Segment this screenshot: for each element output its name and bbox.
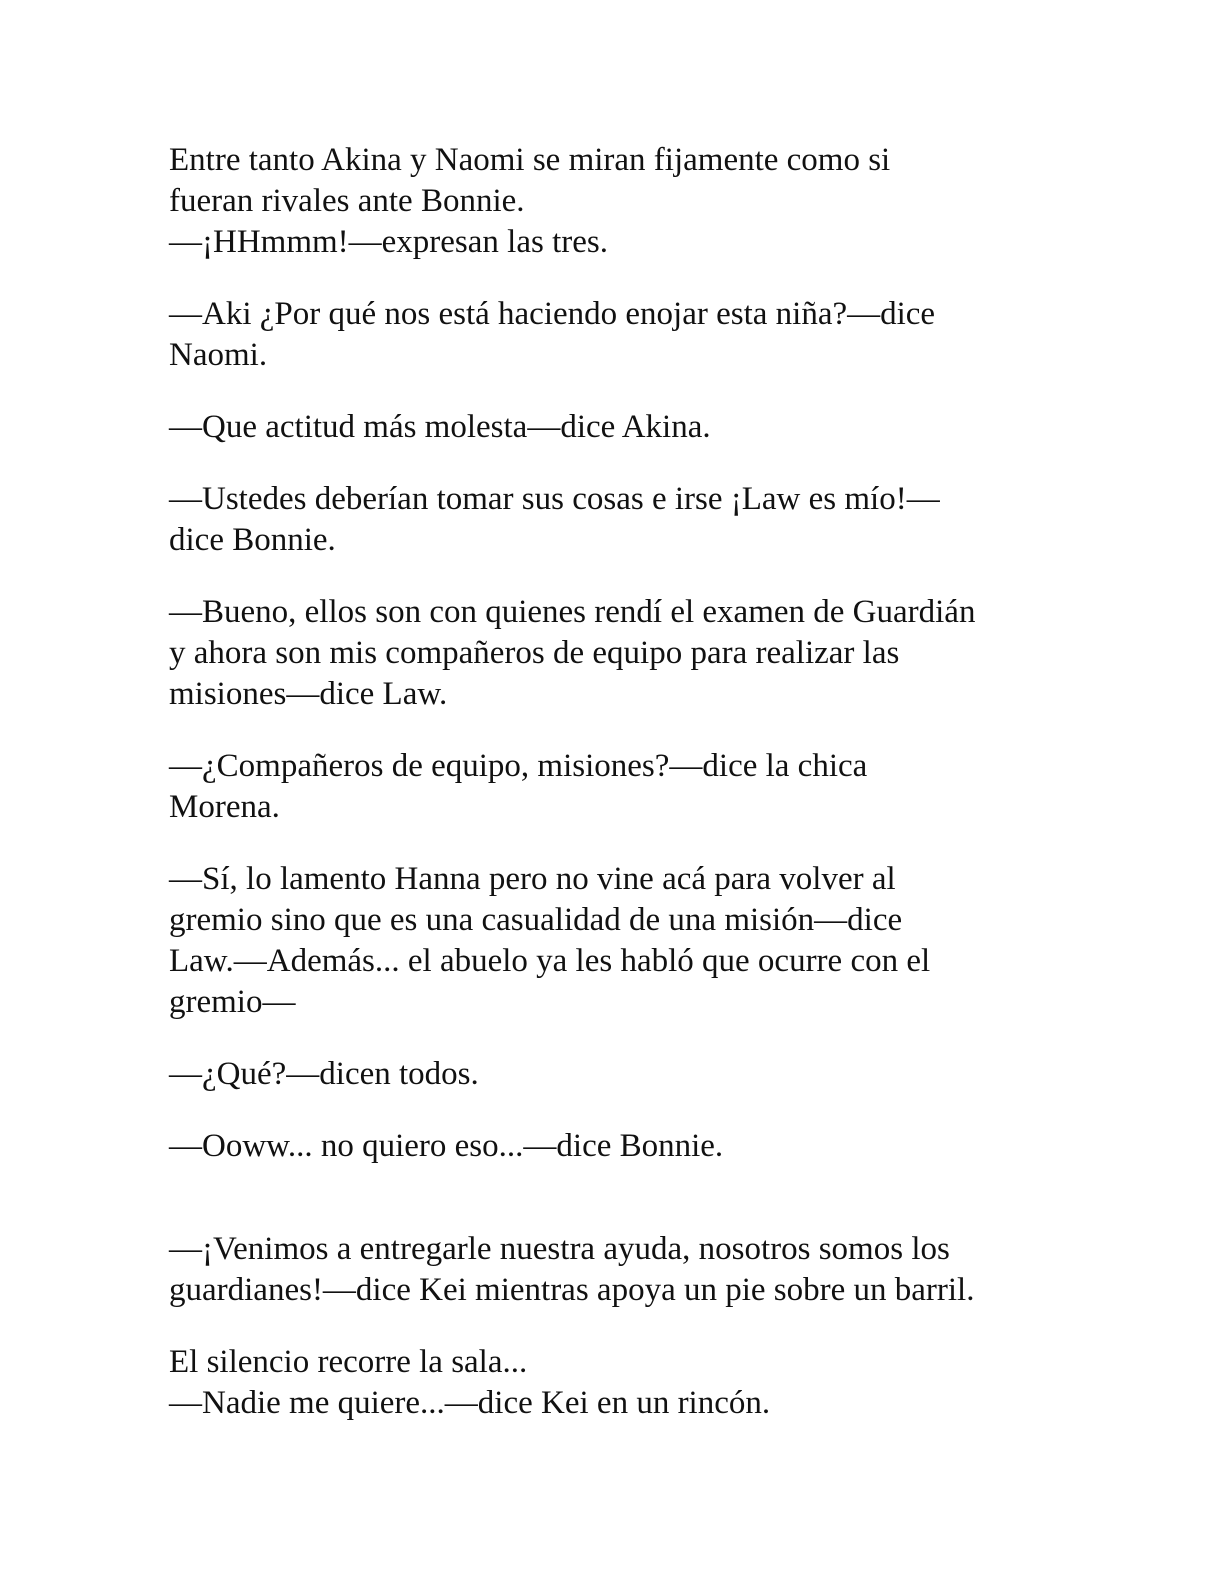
text-line: —Aki ¿Por qué nos está haciendo enojar esta niña?—dice xyxy=(169,296,936,332)
text-line: gremio sino que es una casualidad de una misión—dice xyxy=(169,902,903,938)
text-line: Law.—Además... el abuelo ya les habló que ocurre con el xyxy=(169,943,931,979)
text-line: misiones—dice Law. xyxy=(169,676,448,712)
text-line: Morena. xyxy=(169,789,280,825)
text-line: y ahora son mis compañeros de equipo para realizar las xyxy=(169,635,900,671)
text-line: gremio— xyxy=(169,984,296,1020)
text-line: El silencio recorre la sala... xyxy=(169,1344,528,1380)
paragraph xyxy=(169,407,1059,448)
text-line: —Nadie me quiere...—dice Kei en un rincón. xyxy=(169,1385,771,1421)
paragraph xyxy=(169,140,1059,263)
text-line: guardianes!—dice Kei mientras apoya un pie sobre un barril. xyxy=(169,1272,975,1308)
text-line: Naomi. xyxy=(169,337,268,373)
paragraph xyxy=(169,1229,1059,1311)
paragraph xyxy=(169,1342,1059,1424)
paragraph xyxy=(169,592,1059,715)
text-line: —Bueno, ellos son con quienes rendí el examen de Guardián xyxy=(169,594,976,630)
text-line: —Ustedes deberían tomar sus cosas e irse ¡Law es mío!— xyxy=(169,481,940,517)
paragraph xyxy=(169,479,1059,561)
text-line: —¿Qué?—dicen todos. xyxy=(169,1056,479,1092)
body-text xyxy=(169,140,1059,1455)
paragraph xyxy=(169,1126,1059,1167)
text-line: fueran rivales ante Bonnie. xyxy=(169,183,525,219)
paragraph xyxy=(169,746,1059,828)
text-line: —¡HHmmm!—expresan las tres. xyxy=(169,224,608,260)
text-line: dice Bonnie. xyxy=(169,522,336,558)
text-line: —¿Compañeros de equipo, misiones?—dice la chica xyxy=(169,748,868,784)
text-line: —¡Venimos a entregarle nuestra ayuda, nosotros somos los xyxy=(169,1231,950,1267)
text-line: Entre tanto Akina y Naomi se miran fijamente como si xyxy=(169,142,891,178)
text-line: —Que actitud más molesta—dice Akina. xyxy=(169,409,711,445)
paragraph xyxy=(169,859,1059,1023)
paragraph xyxy=(169,1054,1059,1095)
text-line: —Ooww... no quiero eso...—dice Bonnie. xyxy=(169,1128,724,1164)
text-line: —Sí, lo lamento Hanna pero no vine acá para volver al xyxy=(169,861,896,897)
paragraph xyxy=(169,294,1059,376)
